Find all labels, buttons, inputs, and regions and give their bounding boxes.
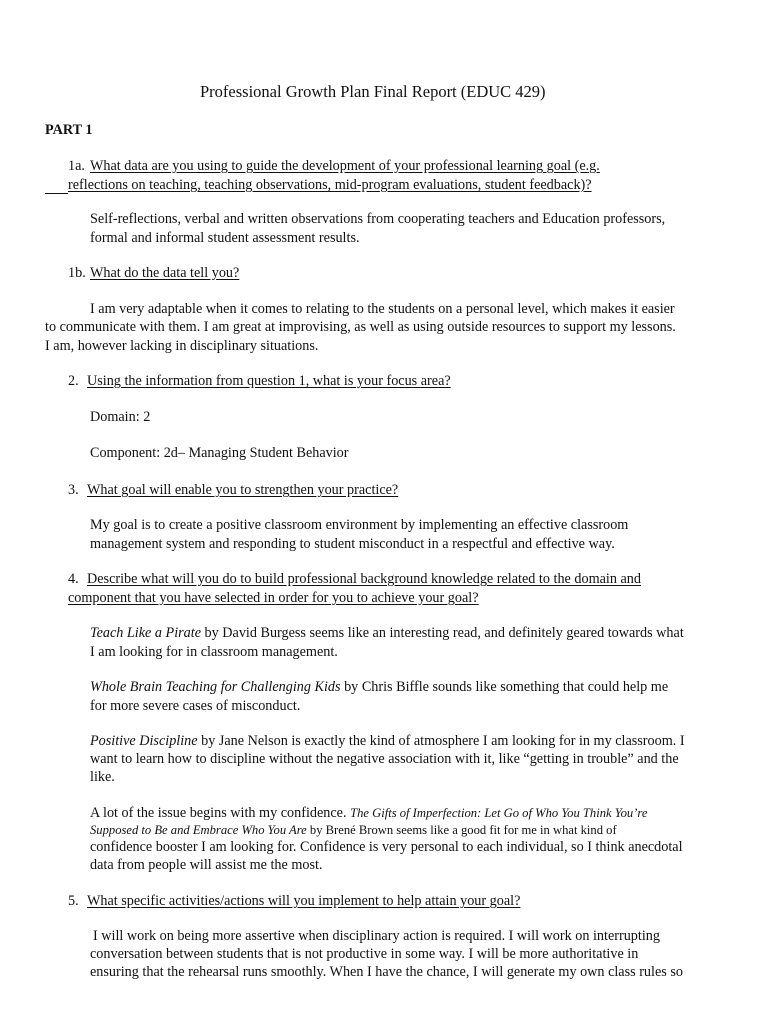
answer-3-line-1: My goal is to create a positive classroom environment by implementing an effective classroom bbox=[90, 517, 629, 533]
answer-1a-line-1: Self-reflections, verbal and written observations from cooperating teachers and Education professors, bbox=[90, 211, 666, 227]
book-3-line-3: like. bbox=[90, 769, 115, 785]
question-3-text: What goal will enable you to strengthen your practice? bbox=[87, 482, 399, 498]
question-4-line-2: component that you have selected in order for you to achieve your goal? bbox=[68, 590, 479, 606]
question-5-text: What specific activities/actions will you implement to help attain your goal? bbox=[87, 893, 521, 909]
answer-1b-line-1: I am very adaptable when it comes to relating to the students on a personal level, which makes it easier bbox=[90, 301, 675, 317]
answer-1b-line-3: I am, however lacking in disciplinary situations. bbox=[45, 338, 319, 354]
answer-1a-line-2: formal and informal student assessment results. bbox=[90, 230, 360, 246]
question-1a-line-2: reflections on teaching, teaching observations, mid-program evaluations, student feedback)? bbox=[68, 177, 592, 193]
part-heading: PART 1 bbox=[45, 122, 93, 138]
book-3-title: Positive Discipline bbox=[90, 733, 198, 749]
book-4-line-3: confidence booster I am looking for. Confidence is very personal to each individual, so I think anecdotal bbox=[90, 839, 683, 855]
question-1b-text: What do the data tell you? bbox=[90, 265, 240, 281]
book-4-intro: A lot of the issue begins with my confidence. bbox=[90, 805, 351, 821]
book-3-line-2: want to learn how to discipline without the negative association with it, like “getting in trouble” and the bbox=[90, 751, 679, 767]
book-1-line-2: I am looking for in classroom management. bbox=[90, 644, 338, 660]
question-1a-underline-lead bbox=[45, 176, 68, 194]
question-4-number: 4. bbox=[68, 571, 79, 587]
book-2-text: by Chris Biffle sounds like something that could help me bbox=[340, 679, 669, 695]
book-4-text: by Brené Brown seems like a good fit for me in what kind of bbox=[306, 823, 617, 837]
component-line: Component: 2d– Managing Student Behavior bbox=[90, 445, 349, 461]
answer-3-line-2: management system and responding to student misconduct in a respectful and effective way. bbox=[90, 536, 615, 552]
answer-1b-line-2: to communicate with them. I am great at improvising, as well as using outside resources to support my lessons. bbox=[45, 319, 676, 335]
book-4-title-b: Supposed to Be and Embrace Who You Are bbox=[90, 823, 307, 837]
book-1-text: by David Burgess seems like an interesting read, and definitely geared towards what bbox=[201, 625, 684, 641]
question-1b-number: 1b. bbox=[68, 265, 86, 281]
domain-line: Domain: 2 bbox=[90, 409, 151, 425]
book-1-title: Teach Like a Pirate bbox=[90, 625, 201, 641]
question-2-text: Using the information from question 1, what is your focus area? bbox=[87, 373, 451, 389]
book-3-text: by Jane Nelson is exactly the kind of atmosphere I am looking for in my classroom. I bbox=[197, 733, 685, 749]
book-3-line-1 bbox=[90, 732, 685, 751]
question-2-number: 2. bbox=[68, 373, 79, 389]
question-1a-line-1: What data are you using to guide the development of your professional learning goal (e.g. bbox=[90, 158, 600, 174]
book-2-line-1 bbox=[90, 678, 668, 697]
question-3-number: 3. bbox=[68, 482, 79, 498]
book-4-title-a: The Gifts of Imperfection: Let Go of Who You Think You’re bbox=[350, 806, 648, 820]
answer-5-line-3: ensuring that the rehearsal runs smoothly. When I have the chance, I will generate my own class rules so bbox=[90, 964, 683, 980]
answer-5-line-2: conversation between students that is not productive in some way. I will be more authoritative in bbox=[90, 946, 639, 962]
question-4-line-1: Describe what will you do to build professional background knowledge related to the domain and bbox=[87, 571, 641, 587]
book-4-line-4: data from people will assist me the most. bbox=[90, 857, 323, 873]
book-2-title: Whole Brain Teaching for Challenging Kids bbox=[90, 679, 341, 695]
page-title: Professional Growth Plan Final Report (EDUC 429) bbox=[200, 82, 546, 101]
question-1a-number: 1a. bbox=[68, 158, 85, 174]
answer-5-line-1: I will work on being more assertive when disciplinary action is required. I will work on interrupting bbox=[93, 928, 660, 944]
question-5-number: 5. bbox=[68, 893, 79, 909]
book-1-line-1 bbox=[90, 624, 684, 643]
book-2-line-2: for more severe cases of misconduct. bbox=[90, 698, 301, 714]
